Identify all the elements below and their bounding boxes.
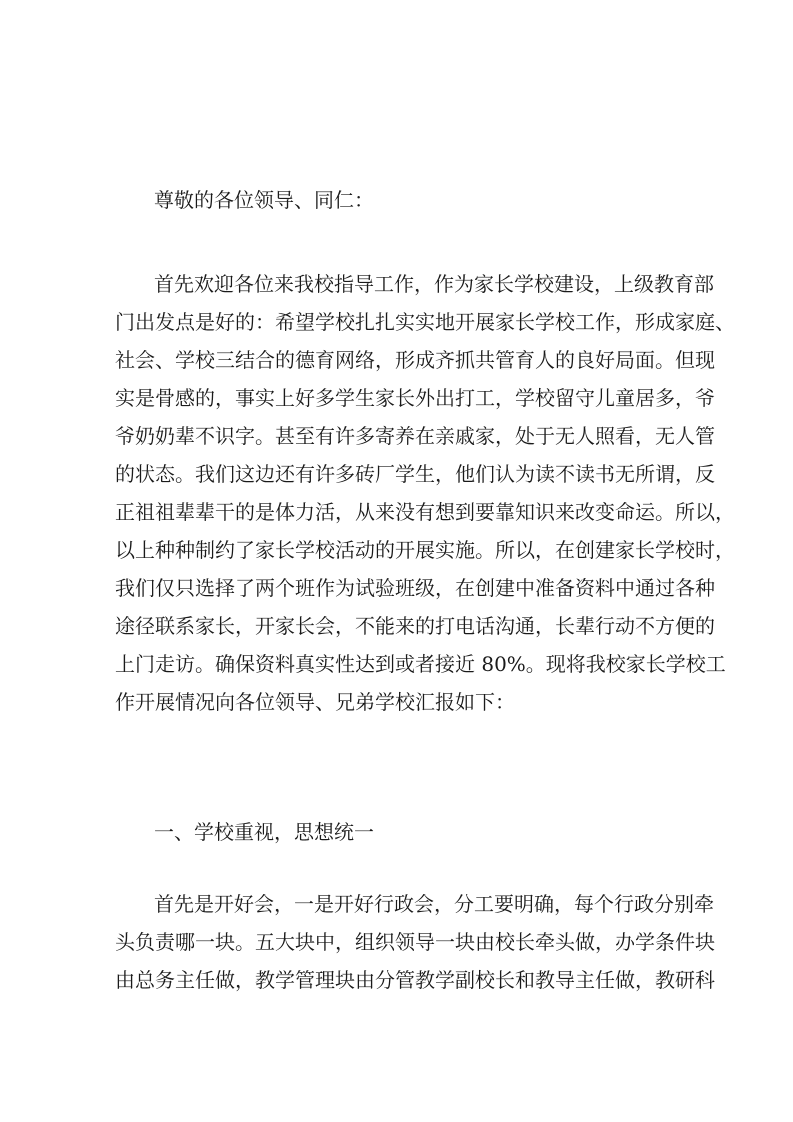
paragraph-line: 途径联系家长，开家长会，不能来的打电话沟通，长辈行动不方便的: [115, 614, 715, 638]
paragraph-line: 实是骨感的，事实上好多学生家长外出打工，学校留守儿童居多，爷: [115, 386, 715, 410]
paragraph-line: 首先是开好会，一是开好行政会，分工要明确，每个行政分别牵: [154, 892, 714, 916]
paragraph-line: 爷奶奶辈不识字。甚至有许多寄养在亲戚家，处于无人照看，无人管: [115, 424, 715, 448]
paragraph-line: 社会、学校三结合的德育网络，形成齐抓共管育人的良好局面。但现: [115, 348, 715, 372]
paragraph-line: 正祖祖辈辈干的是体力活，从来没有想到要靠知识来改变命运。所以，: [115, 500, 735, 524]
paragraph-line: 首先欢迎各位来我校指导工作，作为家长学校建设，上级教育部: [154, 272, 714, 296]
paragraph-line: 的状态。我们这边还有许多砖厂学生，他们认为读不读书无所谓，反: [115, 462, 715, 486]
paragraph-line: 上门走访。确保资料真实性达到或者接近 80%。现将我校家长学校工: [115, 652, 726, 676]
paragraph-line: 我们仅只选择了两个班作为试验班级，在创建中准备资料中通过各种: [115, 576, 715, 600]
paragraph-line: 头负责哪一块。五大块中，组织领导一块由校长牵头做，办学条件块: [115, 930, 715, 954]
paragraph-line: 以上种种制约了家长学校活动的开展实施。所以，在创建家长学校时，: [115, 538, 735, 562]
section-heading: 一、学校重视，思想统一: [154, 820, 374, 844]
salutation: 尊敬的各位领导、同仁：: [154, 188, 374, 212]
paragraph-line: 由总务主任做，教学管理块由分管教学副校长和教导主任做，教研科: [115, 968, 715, 992]
paragraph-line: 作开展情况向各位领导、兄弟学校汇报如下：: [115, 690, 515, 714]
paragraph-line: 门出发点是好的：希望学校扎扎实实地开展家长学校工作，形成家庭、: [115, 310, 735, 334]
